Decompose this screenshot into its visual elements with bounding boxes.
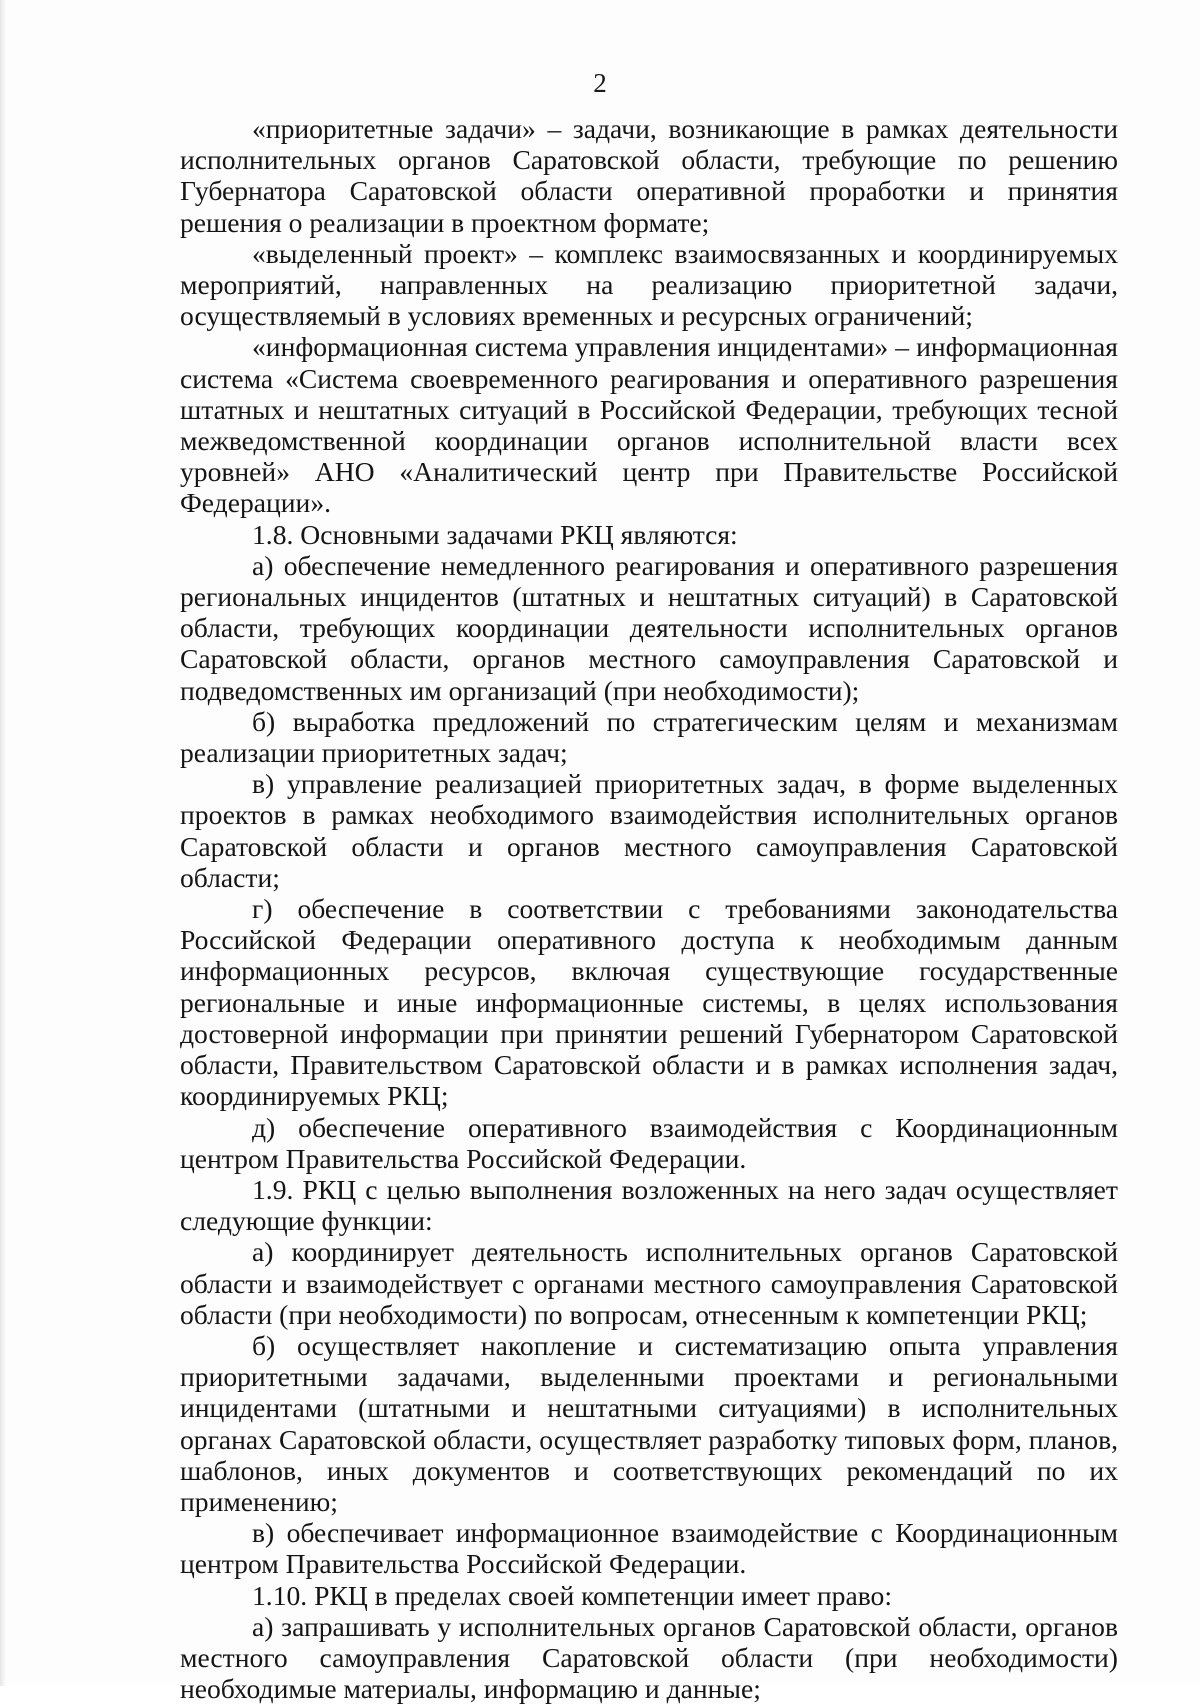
- paragraph-section-1-8: 1.8. Основными задачами РКЦ являются:: [252, 518, 738, 550]
- paragraph-1-9-a: а) координирует деятельность исполнительных органов Саратовской области и взаимодействует с органами местного самоуправления Саратовской области (при необходимости) по вопросам, отнесенным к компетенции РКЦ;: [180, 1236, 1118, 1330]
- paragraph-1-8-a: а) обеспечение немедленного реагирования и оперативного разрешения региональных инцидентов (штатных и нештатных ситуаций) в Саратовской области, требующих координации деятельности исполнительных органов Саратовской области, органов местного самоуправления Саратовской и подведомственных им организаций (при необходимости);: [180, 549, 1118, 706]
- paragraph-dedicated-project: «выделенный проект» – комплекс взаимосвязанных и координируемых мероприятий, направленных на реализацию приоритетной задачи, осуществляемый в условиях временных и ресурсных ограничений;: [180, 237, 1118, 332]
- paragraph-incident-system: «информационная система управления инцидентами» – информационная система «Система своевременного реагирования и оперативного разрешения штатных и нештатных ситуаций в Российской Федерации, требующих тесной межведомственной координации органов исполнительной власти всех уровней» АНО «Аналитический центр при Правительстве Российской Федерации».: [180, 331, 1118, 519]
- paragraph-1-9-b: б) осуществляет накопление и систематизацию опыта управления приоритетными задачами, выделенными проектами и региональными инцидентами (штатными и нештатными ситуациями) в исполнительных органах Саратовской области, осуществляет разработку типовых форм, планов, шаблонов, иных документов и соответствующих рекомендаций по их применению;: [180, 1329, 1118, 1517]
- paragraph-1-8-v: в) управление реализацией приоритетных задач, в форме выделенных проектов в рамках необходимого взаимодействия исполнительных органов Саратовской области и органов местного самоуправления Саратовской области;: [180, 768, 1118, 893]
- paragraph-1-8-b: б) выработка предложений по стратегическим целям и механизмам реализации приоритетных задач;: [180, 705, 1118, 769]
- paragraph-1-8-g: г) обеспечение в соответствии с требованиями законодательства Российской Федерации оперативного доступа к необходимым данным информационных ресурсов, включая существующие государственные региональные и иные информационные системы, в целях использования достоверной информации при принятии решений Губернатором Саратовской области, Правительством Саратовской области и в рамках исполнения задач, координируемых РКЦ;: [180, 893, 1118, 1112]
- scan-edge: [0, 0, 6, 1686]
- paragraph-section-1-10: 1.10. РКЦ в пределах своей компетенции имеет право:: [252, 1579, 892, 1611]
- paragraph-section-1-9: 1.9. РКЦ с целью выполнения возложенных на него задач осуществляет следующие функции:: [180, 1173, 1118, 1237]
- paragraph-1-9-v: в) обеспечивает информационное взаимодействие с Координационным центром Правительства Российской Федерации.: [180, 1517, 1118, 1580]
- paragraph-1-10-a: а) запрашивать у исполнительных органов Саратовской области, органов местного самоуправления Саратовской области (при необходимости) необходимые материалы, информацию и данные;: [180, 1610, 1118, 1704]
- paragraph-1-8-d: д) обеспечение оперативного взаимодействия с Координационным центром Правительства Российской Федерации.: [180, 1111, 1118, 1174]
- paragraph-priority-tasks: «приоритетные задачи» – задачи, возникающие в рамках деятельности исполнительных органов Саратовской области, требующие по решению Губернатора Саратовской области оперативной проработки и принятия решения о реализации в проектном формате;: [180, 113, 1118, 238]
- document-body: [180, 113, 1118, 1704]
- page-number: 2: [593, 68, 607, 98]
